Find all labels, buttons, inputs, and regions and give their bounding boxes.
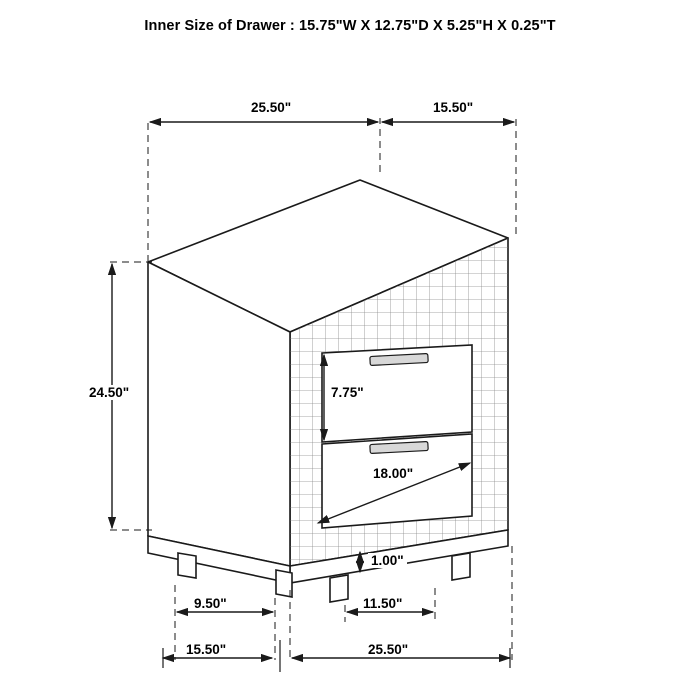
dimension-bottom-left-depth: 15.50" (183, 642, 229, 657)
dimension-top-left-width: 25.50" (248, 100, 294, 115)
page-title: Inner Size of Drawer : 15.75"W X 12.75"D X 5.25"H X 0.25"T (144, 18, 556, 34)
dimension-bottom-right-width: 25.50" (365, 642, 411, 657)
dimension-top-right-depth: 15.50" (430, 100, 476, 115)
drawer-fronts (322, 345, 472, 528)
dimension-drawer-height: 7.75" (328, 385, 367, 400)
dimension-foot-left: 9.50" (191, 596, 230, 611)
dimension-leg-height: 1.00" (368, 553, 407, 568)
dimension-overall-height: 24.50" (86, 385, 132, 400)
dimension-foot-right: 11.50" (360, 596, 405, 611)
dimension-drawer-width: 18.00" (370, 466, 416, 481)
